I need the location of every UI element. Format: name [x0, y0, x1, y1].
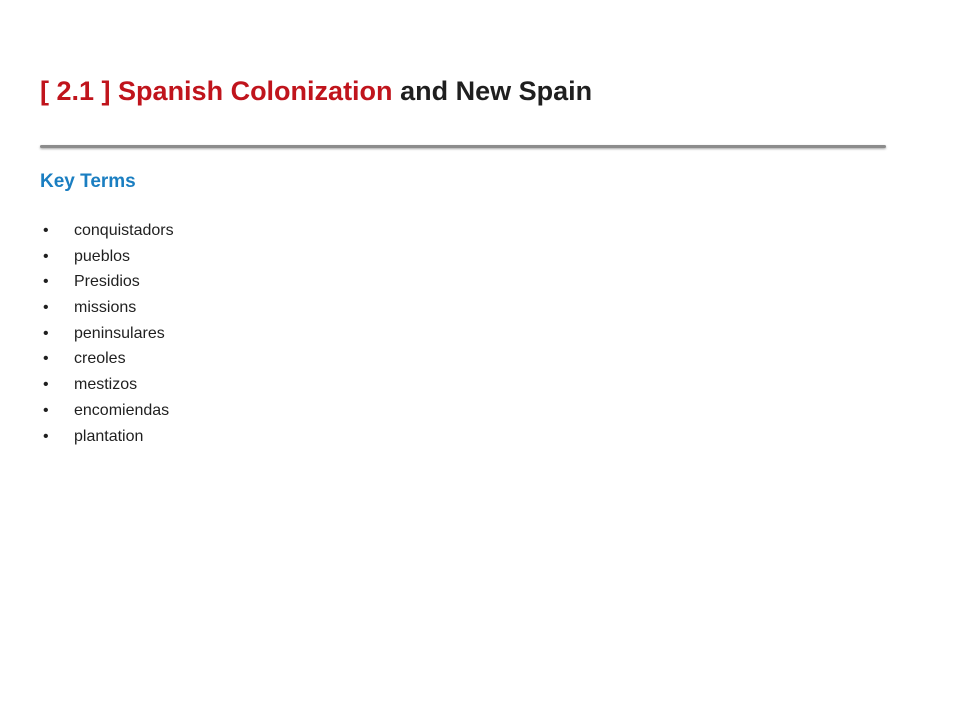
key-terms-heading: Key Terms: [40, 171, 136, 192]
bullet-icon: •: [43, 324, 49, 342]
list-item: [40, 398, 174, 424]
list-item: [40, 269, 174, 295]
term-label: plantation: [74, 427, 144, 445]
list-item: [40, 218, 174, 244]
list-item: [40, 321, 174, 347]
term-label: Presidios: [74, 273, 140, 291]
bullet-icon: •: [43, 299, 49, 317]
section-number: [ 2.1 ]: [40, 76, 111, 106]
list-item: [40, 372, 174, 398]
bullet-icon: •: [43, 401, 49, 419]
bullet-icon: •: [43, 273, 49, 291]
list-item: [40, 244, 174, 270]
slide-title: [40, 72, 592, 110]
bullet-icon: •: [43, 427, 49, 445]
bullet-icon: •: [43, 350, 49, 368]
bullet-icon: •: [43, 376, 49, 394]
bullet-icon: •: [43, 247, 49, 265]
term-label: mestizos: [74, 376, 138, 394]
title-rest: and New Spain: [400, 76, 593, 106]
key-terms-list: [40, 218, 174, 449]
bullet-icon: •: [43, 222, 49, 239]
list-item: [40, 295, 174, 321]
list-item: [40, 346, 174, 372]
term-label: missions: [74, 299, 137, 317]
title-divider: [40, 145, 886, 148]
term-label: pueblos: [74, 247, 131, 265]
term-label: creoles: [74, 350, 126, 368]
term-label: peninsulares: [74, 324, 165, 342]
term-label: encomiendas: [74, 401, 170, 419]
term-label: conquistadors: [74, 222, 174, 239]
list-item: [40, 424, 174, 450]
title-highlight: Spanish Colonization: [118, 76, 393, 106]
